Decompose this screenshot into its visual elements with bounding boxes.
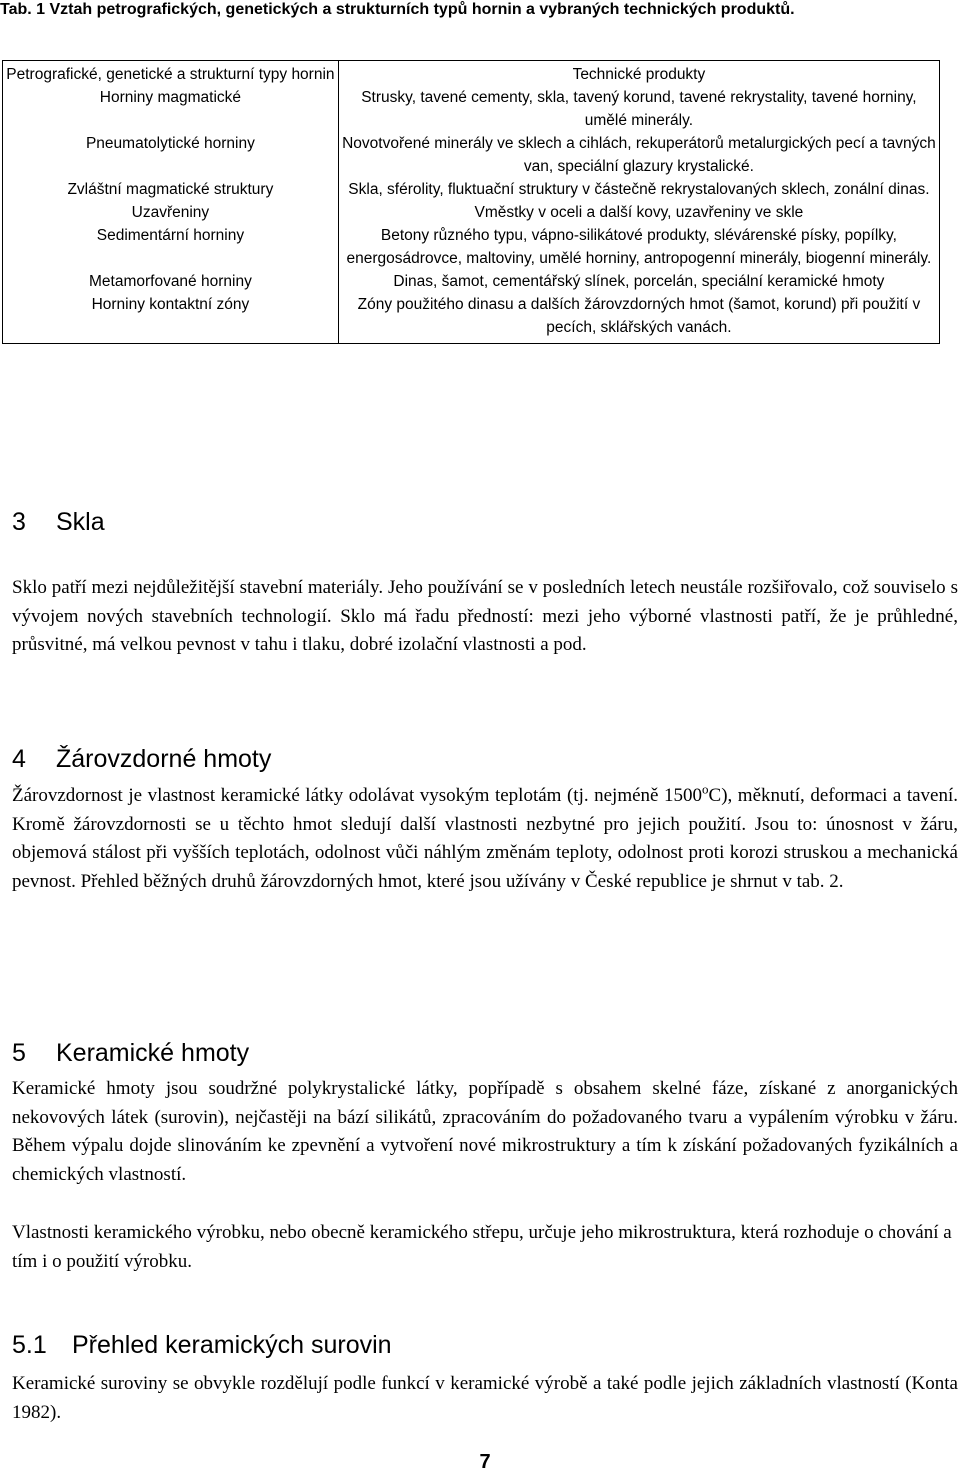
rock-type-cell: Metamorfované horniny: [3, 270, 339, 293]
rock-type-cell: Sedimentární horniny: [3, 224, 339, 270]
section-5-heading: [12, 1038, 249, 1068]
table-caption: Tab. 1 Vztah petrografických, genetických a strukturních typů hornin a vybraných technických produktů.: [0, 1, 795, 18]
table-padding-cell: [338, 339, 939, 344]
table-row: [3, 201, 940, 224]
table-row: [3, 132, 940, 178]
table-row: [3, 224, 940, 270]
section-title: Skla: [56, 508, 105, 536]
paragraph-text: C), měknutí, deformaci a tavení. Kromě žárovzdornosti se u těchto hmot sledují další vlastnosti nezbytné pro jejich použití. Jsou to: únosnost v žáru, objemová stálost při vyšších teplotách, odolnost vůči náhlým změnám teploty, odolnost proti korozi struskou a mechanická pevnost. Přehled běžných druhů žárovzdorných hmot, které jsou užívány v České republice je shrnut v tab. 2.: [12, 785, 959, 893]
paragraph-text: Žárovzdornost je vlastnost keramické látky odolávat vysokým teplotám (tj. nejméně 1500: [12, 785, 703, 806]
product-cell: Strusky, tavené cementy, skla, tavený korund, tavené rekrystality, tavené horniny, umělé minerály.: [361, 89, 917, 129]
rock-type-cell: Horniny magmatické: [3, 86, 339, 132]
section-number: 3: [12, 508, 26, 536]
section-number: 5.1: [12, 1331, 47, 1359]
product-cell: Vměstky v oceli a další kovy, uzavřeniny ve skle: [474, 204, 804, 221]
section-5-paragraph-2: Vlastnosti keramického výrobku, nebo obecně keramického střepu, určuje jeho mikrostruktura, která rozhoduje o chování a tím i o použití výrobku.: [12, 1222, 952, 1272]
section-5-1-heading: [12, 1330, 392, 1360]
section-5-paragraph-1: Keramické hmoty jsou soudržné polykrystalické látky, popřípadě s obsahem skelné fáze, získané z anorganických nekovových látek (surovin), nejčastěji na bází silikátů, zpracováním do požadovaného tvaru a vypálením výrobku v žáru. Během výpalu dojde slinováním ke zpevnění a vytvoření nové mikrostruktury a tím k získání požadovaných fyzikálních a chemických vlastností.: [12, 1078, 958, 1186]
section-4-heading: [12, 744, 271, 774]
section-title: Přehled keramických surovin: [72, 1331, 392, 1359]
header-rock-types: Petrografické, genetické a strukturní typy hornin: [3, 61, 339, 87]
header-technical-products: Technické produkty: [572, 66, 706, 83]
section-number: 5: [12, 1039, 26, 1067]
table-header-row: [3, 61, 940, 87]
section-4-paragraph: [12, 782, 958, 897]
product-cell: Novotvořené minerály ve sklech a cihlách, rekuperátorů metalurgických pecí a tavných van, speciální glazury krystalické.: [342, 135, 936, 175]
rock-type-cell: Zvláštní magmatické struktury: [3, 178, 339, 201]
product-cell: Skla, sférolity, fluktuační struktury v částečně rekrystalovaných sklech, zonální dinas.: [348, 181, 930, 198]
product-cell: Betony různého typu, vápno-silikátové produkty, slévárenské písky, popílky, energosádrovce, maltoviny, umělé horniny, antropogenní minerály, biogenní minerály.: [346, 227, 932, 267]
table-row: [3, 178, 940, 201]
section-3-heading: [12, 507, 105, 537]
table-padding-cell: [3, 339, 339, 344]
page-number: 7: [479, 1451, 491, 1473]
rock-types-table: [2, 60, 940, 344]
degree-superscript: o: [702, 781, 709, 797]
section-3-paragraph: Sklo patří mezi nejdůležitější stavební materiály. Jeho používání se v posledních letech neustále rozšiřovalo, což souviselo s vývojem nových stavebních technologií. Sklo má řadu předností: mezi jeho výborné vlastnosti patří, že je průhledné, průsvitné, má velkou pevnost v tahu i tlaku, dobré izolační vlastnosti a pod.: [12, 577, 958, 656]
table-row: [3, 86, 940, 132]
product-cell: Zóny použitého dinasu a dalších žárovzdorných hmot (šamot, korund) při použití v pecích, sklářských vanách.: [357, 296, 921, 336]
rock-type-cell: Uzavřeniny: [3, 201, 339, 224]
section-5-1-paragraph: Keramické suroviny se obvykle rozdělují podle funkcí v keramické výrobě a také podle jejich základních vlastností (Konta 1982).: [12, 1373, 958, 1423]
table-bottom-padding: [3, 339, 940, 344]
rock-type-cell: Horniny kontaktní zóny: [3, 293, 339, 339]
table-row: [3, 293, 940, 339]
section-number: 4: [12, 745, 26, 773]
section-title: Keramické hmoty: [56, 1039, 250, 1067]
section-title: Žárovzdorné hmoty: [56, 745, 272, 773]
product-cell: Dinas, šamot, cementářský slínek, porcelán, speciální keramické hmoty: [393, 273, 885, 290]
table-row: [3, 270, 940, 293]
rock-type-cell: Pneumatolytické horniny: [3, 132, 339, 178]
